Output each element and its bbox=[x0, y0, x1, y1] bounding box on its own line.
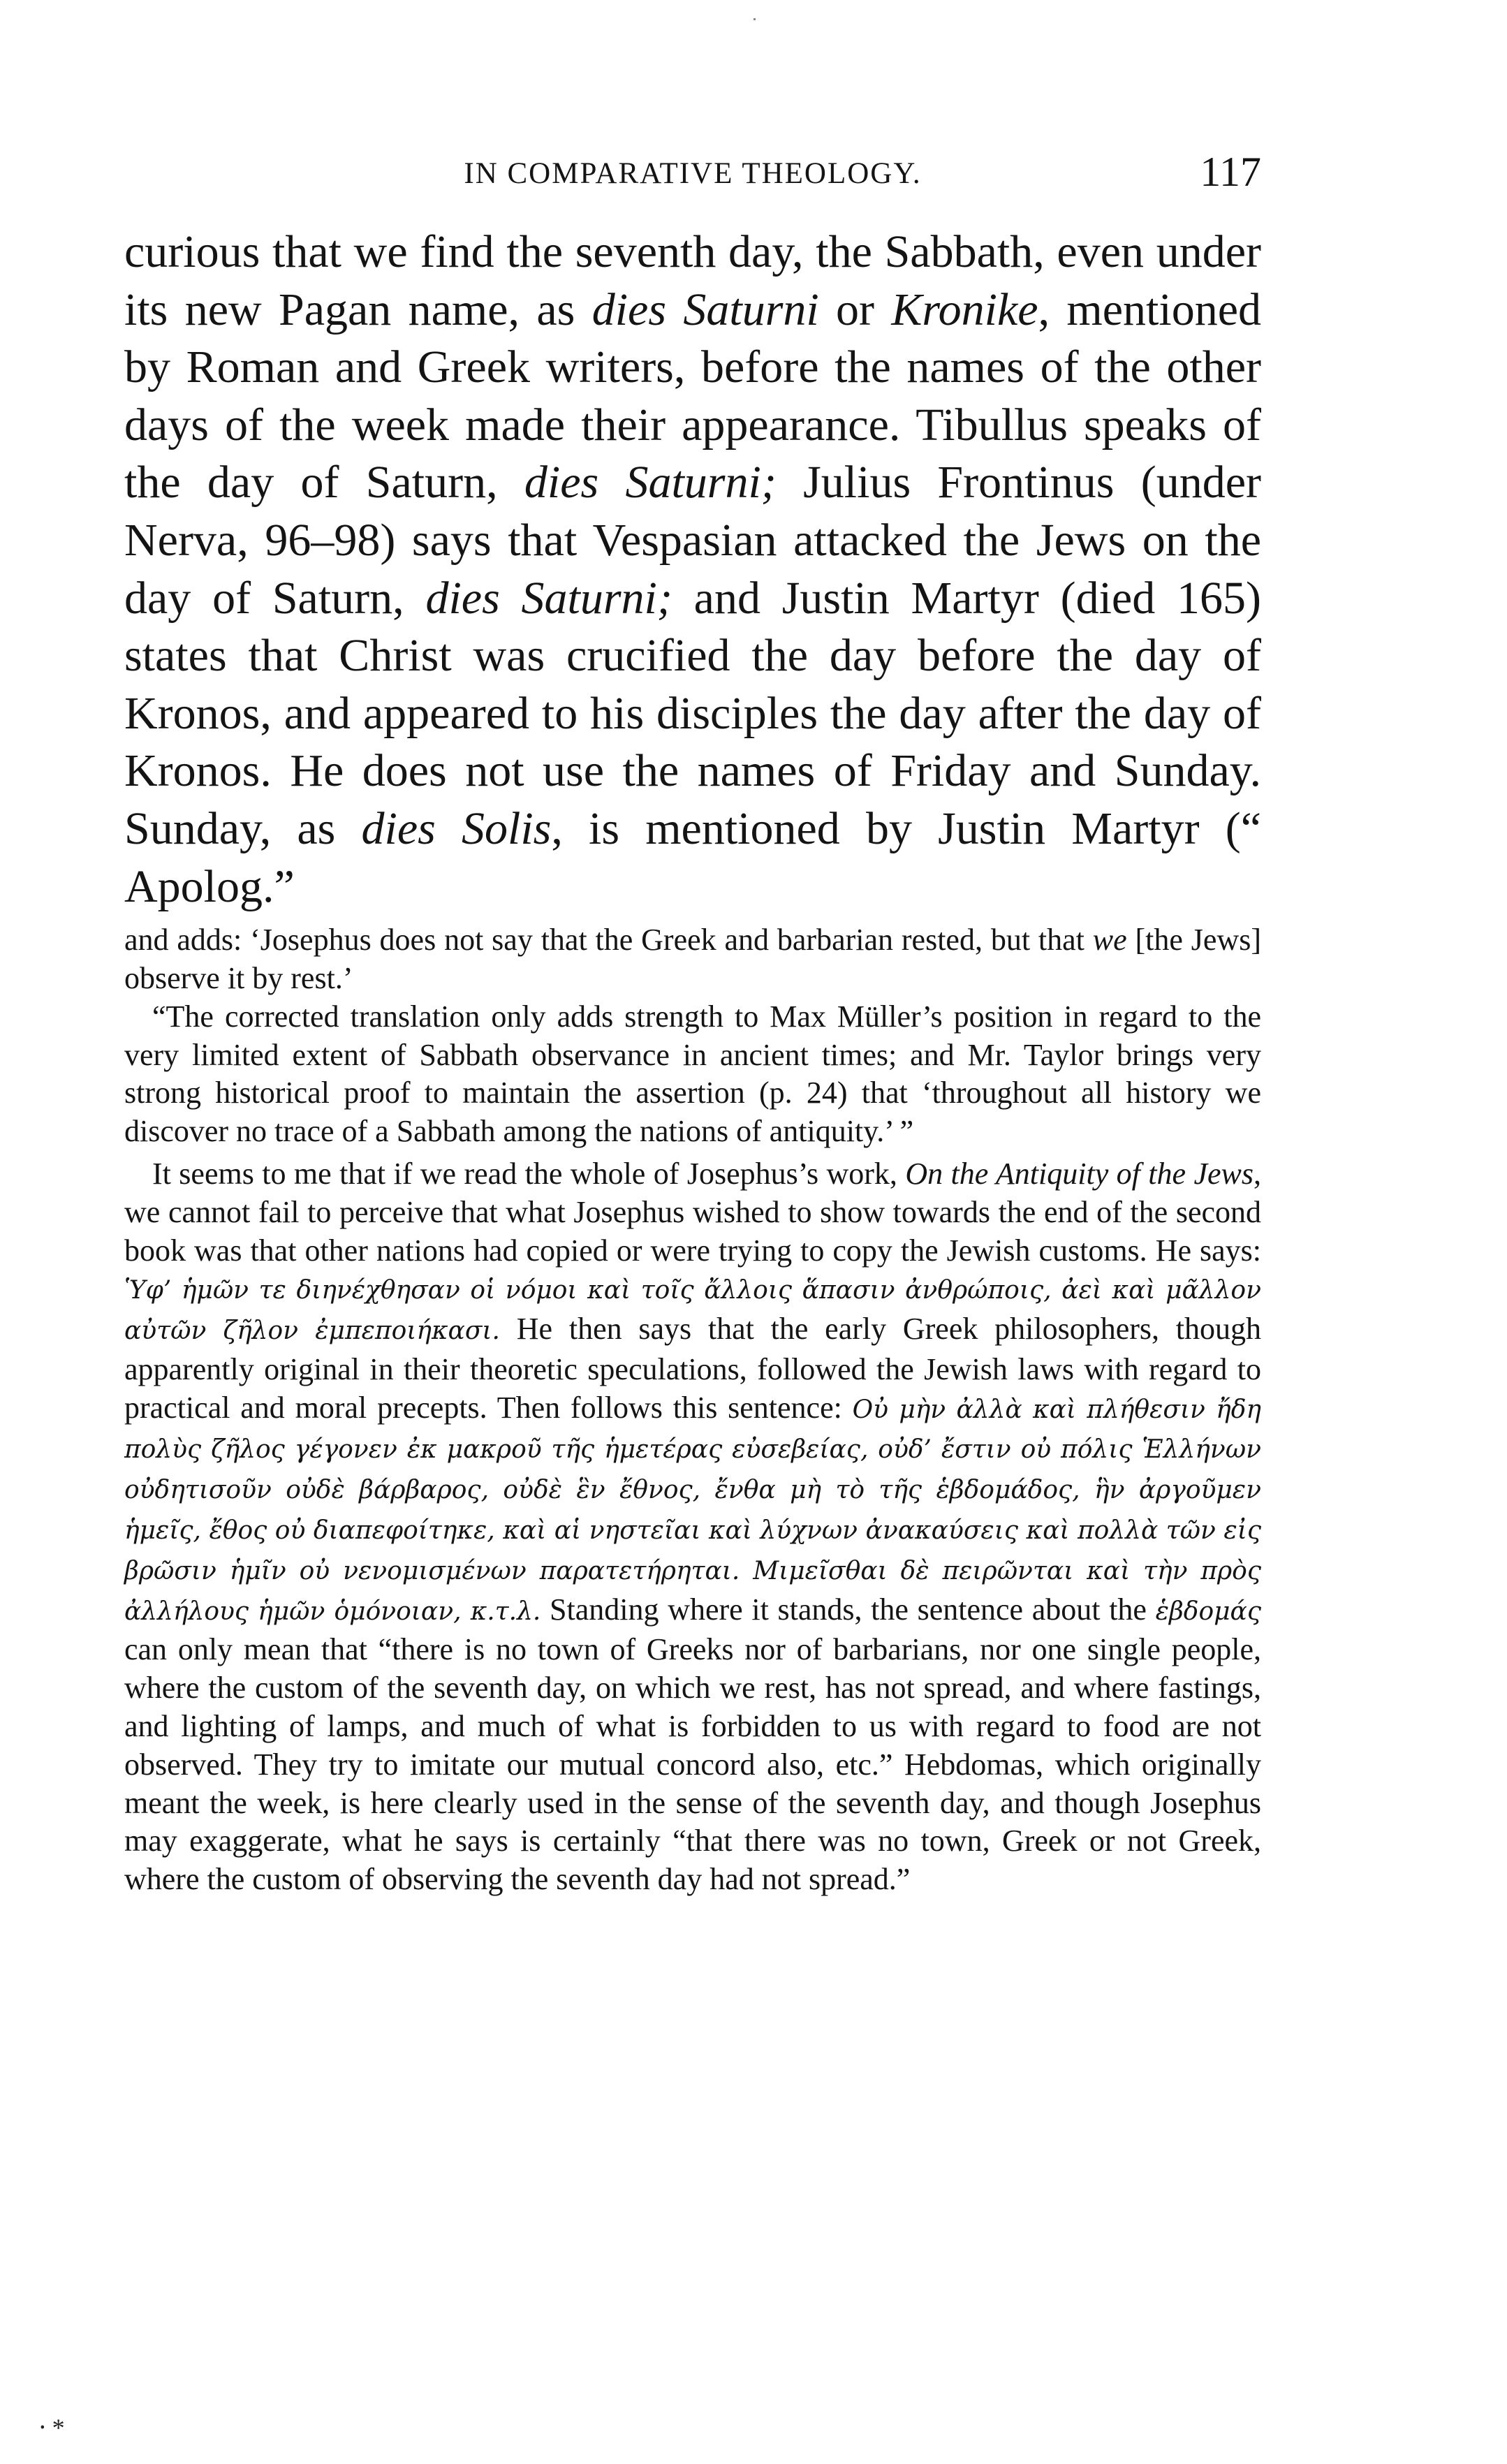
paragraph-correction: “The corrected translation only adds strength to Max Müller’s position in regard to the very limited extent of Sabbath observance in ancient times; and Mr. Taylor brings very strong historical proof to maintain the assertion (p. 24) that ‘throughout all history we discover no trace of a Sabbath among the nations of antiquity.’ ” bbox=[124, 999, 1261, 1149]
emphasis: we bbox=[1092, 923, 1127, 958]
latin-term: dies Saturni; bbox=[425, 572, 672, 624]
greek-quote: Οὐ μὴν ἀλλὰ καὶ πλήθεσιν ἤδη πολὺς ζῆλος γέγονεν ἐκ μακροῦ τῆς ἡμετέρας εὐσεβείας, οὐδ’ ἔστιν οὐ πόλις Ἑλλήνων οὐδητισοῦν οὐδὲ βάρβαρος, οὐδὲ ἓν ἔθνος, ἔνθα μὴ τὸ τῆς ἑβδομάδος, ἣν ἀργοῦμεν ἡμεῖς, ἔθος οὐ διαπεφοίτηκε, καὶ αἱ νηστεῖαι καὶ λύχνων ἀνακαύσεις καὶ πολλὰ τῶν εἰς βρῶσιν ἡμῖν οὐ νενομισμένων παρατετήρηται. Μιμεῖσθαι δὲ πειρῶνται καὶ τὴν πρὸς ἀλλήλους ἡμῶν ὁμόνοιαν, κ.τ.λ. bbox=[124, 1395, 1261, 1626]
latin-term: dies Saturni bbox=[591, 284, 819, 335]
paragraph-sabbath-history bbox=[124, 223, 1261, 916]
text-run: or bbox=[818, 284, 892, 335]
text-run: It seems to me that if we read the whole of Josephus’s work, bbox=[152, 1156, 906, 1191]
book-page bbox=[124, 148, 1261, 1899]
paragraph-antiquity-of-jews bbox=[124, 1155, 1261, 1899]
text-run: and adds: ‘Josephus does not say that the Greek and barbarian rested, but that bbox=[124, 923, 1093, 958]
text-run: can only mean that “there is no town of Greeks nor of barbarians, nor one single people, where the custom of the seventh day, on which we rest, has not spread, and where fastings, and lighting of lamps, and much of what is forbidden to us with regard to food are not observed. They try to imitate our mutual concord also, etc.” Hebdomas, which originally meant the week, is here clearly used in the sense of the seventh day, and though Josephus may exaggerate, what he says is certainly “that there was no town, Greek or not Greek, where the custom of observing the seventh day had not spread.” bbox=[124, 1632, 1261, 1897]
text-run: curious that we find the seventh day, the Sabbath, even under its new Pagan name, as bbox=[124, 226, 1261, 335]
greek-term: ἑβδομάς bbox=[1155, 1597, 1261, 1626]
text-run: , we cannot fail to perceive that what Josephus wished to show towards the end of the second book was that other nations had copied or were trying to copy the Jewish customs. He says: bbox=[124, 1156, 1261, 1268]
text-run: He then says that the early Greek philosophers, though apparently original in their theoretic speculations, followed the Jewish laws with regard to practical and moral precepts. Then follows this sentence: bbox=[124, 1312, 1261, 1425]
text-run: Julius Frontinus (under Nerva, 96–98) says that Vespasian attacked the Jews on the day of Saturn, bbox=[124, 457, 1261, 624]
page-number: 117 bbox=[1200, 149, 1261, 195]
text-run: Standing where it stands, the sentence about the bbox=[541, 1592, 1156, 1627]
text-run: , is mentioned by Justin Martyr (“ Apolog.” bbox=[124, 802, 1261, 912]
book-title: On the Antiquity of the Jews bbox=[905, 1156, 1254, 1191]
greek-term: Kronike bbox=[891, 284, 1038, 335]
text-run: [the Jews] observe it by rest.’ bbox=[124, 923, 1261, 995]
paragraph-josephus-quote bbox=[124, 921, 1261, 998]
text-run: , mentioned by Roman and Greek writers, before the names of the other days of the week made their appearance. Tibullus speaks of the day of Saturn, bbox=[124, 284, 1261, 508]
footer-mark: ⸱ * bbox=[39, 2414, 65, 2442]
printer-speck bbox=[753, 18, 756, 20]
page-header bbox=[124, 148, 1261, 198]
text-run: and Justin Martyr (died 165) states that Christ was crucified the day before the day of Kronos, and appeared to his disciples the day after the day of Kronos. He does not use the names of Friday and Sunday. Sunday, as bbox=[124, 572, 1261, 854]
greek-quote: Ὑφ’ ἡμῶν τε διηνέχθησαν οἱ νόμοι καὶ τοῖς ἄλλοις ἅπασιν ἀνθρώποις, ἀεὶ καὶ μᾶλλον αὐτῶν ζῆλον ἐμπεποιήκασι. bbox=[124, 1276, 1261, 1346]
running-head: IN COMPARATIVE THEOLOGY. bbox=[464, 157, 922, 190]
latin-term: dies Solis bbox=[361, 802, 552, 854]
latin-term: dies Saturni; bbox=[524, 457, 777, 508]
